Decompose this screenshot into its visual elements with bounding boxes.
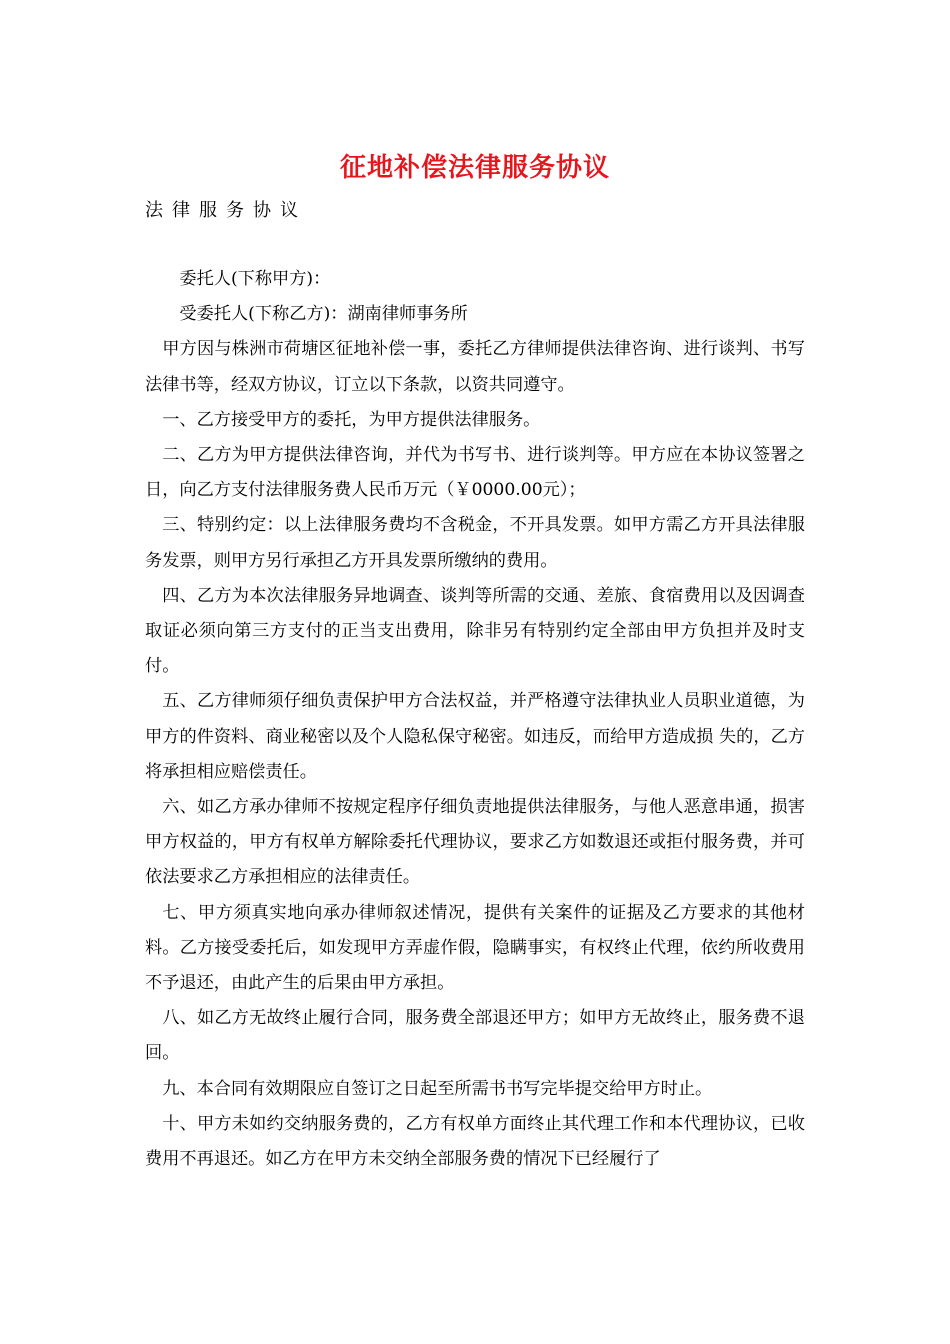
paragraph-client: 委托人(下称甲方)： [179, 269, 331, 289]
clause-2: 二、乙方为甲方提供法律咨询，并代为书写书、进行谈判等。甲方应在本协议签署之日，向乙方支付法律服务费人民币万元（￥0000.00元）； [145, 445, 805, 501]
clause-9: 九、本合同有效期限应自签订之日起至所需书书写完毕提交给甲方时止。 [162, 1078, 713, 1099]
clause-6: 六、如乙方承办律师不按规定程序仔细负责地提供法律服务，与他人恶意串通，损害甲方权益的，甲方有权单方解除委托代理协议，要求乙方如数退还或拒付服务费，并可依法要求乙方承担相应的法律责任。 [145, 797, 805, 888]
document-body [145, 262, 805, 1177]
clause-1: 一、乙方接受甲方的委托，为甲方提供法律服务。 [162, 409, 541, 430]
document-subtitle: 法律服务协议 [145, 200, 307, 221]
clause-7: 七、甲方须真实地向承办律师叙述情况，提供有关案件的证据及乙方要求的其他材料。乙方接受委托后，如发现甲方弄虚作假，隐瞒事实，有权终止代理，依约所收费用不予退还，由此产生的后果由甲方承担。 [145, 902, 805, 994]
paragraph-agent: 受委托人(下称乙方)：湖南律师事务所 [179, 304, 468, 325]
clause-10: 十、甲方未如约交纳服务费的，乙方有权单方面终止其代理工作和本代理协议，已收费用不再退还。如乙方在甲方未交纳全部服务费的情况下已经履行了 [145, 1113, 805, 1170]
clause-3: 三、特别约定：以上法律服务费均不含税金，不开具发票。如甲方需乙方开具法律服务发票，则甲方另行承担乙方开具发票所缴纳的费用。 [145, 515, 805, 571]
clause-8: 八、如乙方无故终止履行合同，服务费全部退还甲方；如甲方无故终止，服务费不退回。 [145, 1008, 805, 1064]
clause-5: 五、乙方律师须仔细负责保护甲方合法权益，并严格遵守法律执业人员职业道德，为甲方的件资料、商业秘密以及个人隐私保守秘密。如违反，而给甲方造成损 失的，乙方将承担相应赔偿责任。 [145, 691, 805, 782]
paragraph-preamble: 甲方因与株洲市荷塘区征地补偿一事，委托乙方律师提供法律咨询、进行谈判、书写法律书等，经双方协议，订立以下条款，以资共同遵守。 [145, 339, 805, 395]
document-title: 征地补偿法律服务协议 [339, 153, 610, 183]
clause-4: 四、乙方为本次法律服务异地调查、谈判等所需的交通、差旅、食宿费用以及因调查取证必须向第三方支付的正当支出费用，除非另有特别约定全部由甲方负担并及时支付。 [145, 585, 805, 677]
